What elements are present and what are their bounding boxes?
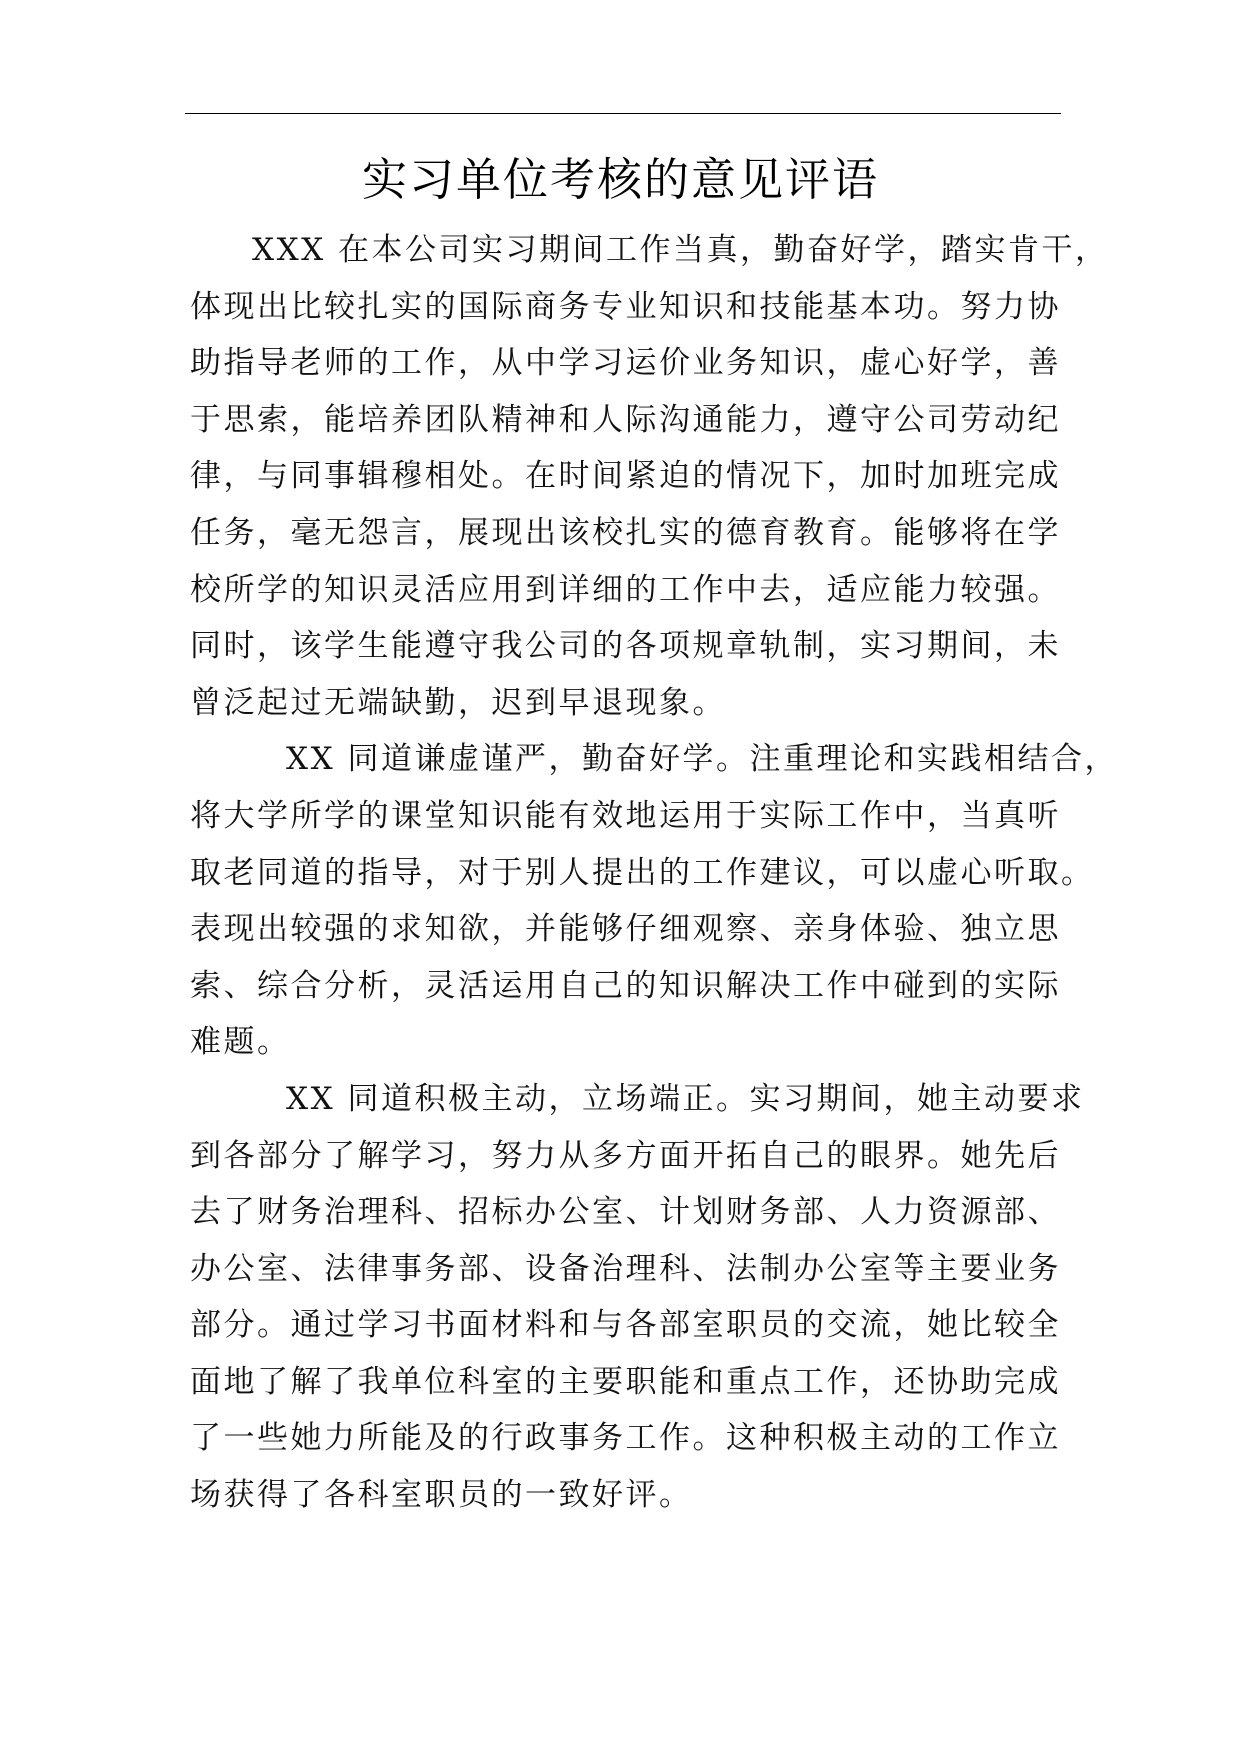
text-line: 难题。 xyxy=(190,1024,291,1061)
header-rule xyxy=(185,113,1061,114)
paragraph-1 xyxy=(190,222,1109,731)
text-line: 取老同道的指导，对于别人提出的工作建议，可以虚心听取。 xyxy=(190,854,1095,891)
text-line: 到各部分了解学习，努力从多方面开拓自己的眼界。她先后 xyxy=(190,1137,1061,1174)
text-line: 律，与同事辑穆相处。在时间紧迫的情况下，加时加班完成 xyxy=(190,458,1061,495)
text-line: 校所学的知识灵活应用到详细的工作中去，适应能力较强。 xyxy=(190,571,1061,608)
text-line: 同时，该学生能遵守我公司的各项规章轨制，实习期间，未 xyxy=(190,628,1061,665)
text-line: 了一些她力所能及的行政事务工作。这种积极主动的工作立 xyxy=(190,1420,1061,1457)
text-line: XX 同道谦虚谨严，勤奋好学。注重理论和实践相结合， xyxy=(286,741,1118,778)
text-line: 表现出较强的求知欲，并能够仔细观察、亲身体验、独立思 xyxy=(190,911,1061,948)
text-line: 索、综合分析，灵活运用自己的知识解决工作中碰到的实际 xyxy=(190,967,1061,1004)
text-line: 任务，毫无怨言，展现出该校扎实的德育教育。能够将在学 xyxy=(190,514,1061,551)
document-title: 实习单位考核的意见评语 xyxy=(361,153,879,206)
text-line: 助指导老师的工作，从中学习运价业务知识，虚心好学，善 xyxy=(190,345,1061,382)
text-line: 部分。通过学习书面材料和与各部室职员的交流，她比较全 xyxy=(190,1307,1061,1344)
text-line: 于思索，能培养团队精神和人际沟通能力，遵守公司劳动纪 xyxy=(190,401,1061,438)
text-line: 曾泛起过无端缺勤，迟到早退现象。 xyxy=(190,684,726,721)
text-line: 面地了解了我单位科室的主要职能和重点工作，还协助完成 xyxy=(190,1363,1061,1400)
text-line: XX 同道积极主动，立场端正。实习期间，她主动要求 xyxy=(286,1080,1085,1117)
paragraph-2 xyxy=(190,731,1118,1071)
text-line: XXX 在本公司实习期间工作当真，勤奋好学，踏实肯干， xyxy=(252,232,1109,268)
paragraph-3 xyxy=(190,1071,1085,1524)
text-line: 场获得了各科室职员的一致好评。 xyxy=(190,1477,693,1514)
text-line: 去了财务治理科、招标办公室、计划财务部、人力资源部、 xyxy=(190,1194,1061,1231)
text-line: 体现出比较扎实的国际商务专业知识和技能基本功。努力协 xyxy=(190,288,1061,325)
document-body xyxy=(190,222,1118,1524)
text-line: 办公室、法律事务部、设备治理科、法制办公室等主要业务 xyxy=(190,1250,1061,1287)
text-line: 将大学所学的课堂知识能有效地运用于实际工作中，当真听 xyxy=(190,797,1061,834)
